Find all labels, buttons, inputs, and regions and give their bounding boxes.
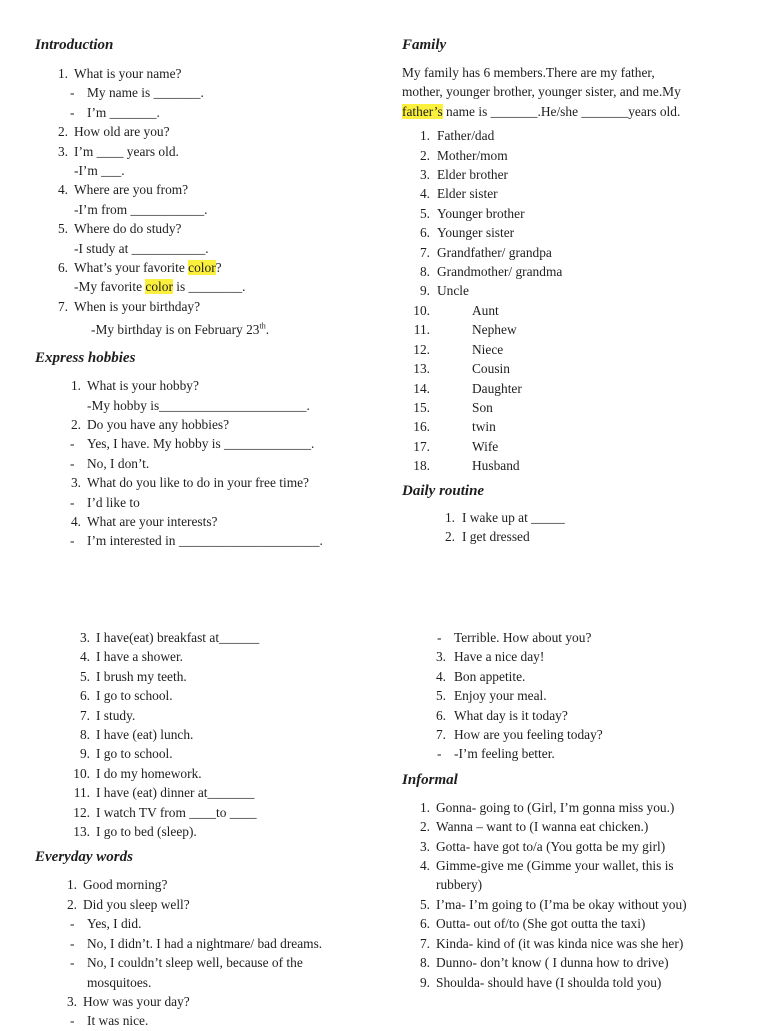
bullet-dash: - <box>437 630 442 645</box>
list-item <box>402 243 742 262</box>
item-number: 6. <box>435 707 446 723</box>
list-item: 7. When is your birthday? <box>35 297 375 316</box>
list-item <box>402 875 762 894</box>
item-text: I do my homework. <box>96 765 202 781</box>
list-item <box>35 396 375 415</box>
item-number: 9. <box>419 283 430 299</box>
list-item <box>402 706 762 725</box>
list-item <box>35 64 375 83</box>
item-number: 3. <box>57 143 68 159</box>
list-item <box>402 301 742 320</box>
family-paragraph: My family has 6 members.There are my father, mother, younger brother, younger sister, and me.My father’s name is _______.He/she _______years old. <box>402 65 681 119</box>
list-item <box>35 415 375 434</box>
item-text: Enjoy your meal. <box>454 688 547 704</box>
item-text: Husband <box>472 458 520 474</box>
item-number: 3. <box>79 630 90 645</box>
item-text: I go to school. <box>96 746 173 762</box>
list-item <box>402 647 762 666</box>
list-item <box>402 725 762 744</box>
section-heading-daily-routine: Daily routine <box>402 482 485 499</box>
item-number: 4. <box>419 186 430 202</box>
item-number: 3. <box>419 167 430 183</box>
list-item <box>35 783 375 802</box>
item-text: Wife <box>472 438 499 454</box>
item-text: I’d like to <box>87 494 140 510</box>
list-item <box>35 895 375 914</box>
item-number: 4. <box>57 182 68 198</box>
item-text: What are your interests? <box>87 514 218 529</box>
list-item <box>35 219 375 238</box>
list-item <box>35 875 375 894</box>
item-text: I study. <box>96 707 136 723</box>
item-text: Gonna- going to (Girl, I’m gonna miss you.) <box>436 799 675 815</box>
bullet-dash: - <box>70 533 75 549</box>
list-item <box>35 531 375 550</box>
item-number: 2. <box>66 896 77 912</box>
item-text: Father/dad <box>437 128 495 144</box>
list-item <box>402 667 762 686</box>
item-text: Uncle <box>437 283 469 299</box>
item-number: 2. <box>419 819 430 835</box>
bullet-dash: - <box>70 494 75 510</box>
item-number: 3. <box>435 649 446 665</box>
daily-routine-continued-section <box>35 628 375 1031</box>
bullet-dash: - <box>70 955 75 971</box>
item-text: I have (eat) dinner at_______ <box>96 785 255 801</box>
list-item <box>35 686 375 705</box>
item-text: twin <box>472 419 496 435</box>
item-text: My name is _______. <box>87 85 204 101</box>
item-number: 6. <box>419 225 430 241</box>
item-number: 7. <box>419 244 430 260</box>
item-text: No, I don’t. <box>87 455 150 471</box>
item-number: 7. <box>419 935 430 951</box>
item-number: 6. <box>57 260 68 276</box>
item-text: Daughter <box>472 380 522 396</box>
item-number: 4. <box>79 649 90 665</box>
item-text: -I study at ___________. <box>74 240 209 256</box>
list-item <box>402 146 742 165</box>
family-members-list <box>402 126 742 475</box>
item-text: mosquitoes. <box>87 974 152 990</box>
list-item <box>402 437 742 456</box>
list-item <box>35 83 375 102</box>
item-text: Grandfather/ grandpa <box>437 244 552 260</box>
list-item <box>35 1011 375 1030</box>
bullet-dash: - <box>70 436 75 452</box>
item-text: I’ma- I’m going to (I’ma be okay without you) <box>436 896 687 912</box>
item-text: How are you feeling today? <box>454 727 603 743</box>
item-text: No, I didn’t. I had a nightmare/ bad dreams. <box>87 935 323 951</box>
hobbies-list <box>35 376 375 551</box>
list-item <box>402 340 742 359</box>
list-item <box>402 744 762 763</box>
list-item: -My birthday is on February 23th. <box>91 321 270 337</box>
item-text: Wanna – want to (I wanna eat chicken.) <box>436 819 649 835</box>
item-number: 9. <box>79 746 90 762</box>
list-item <box>35 376 375 395</box>
list-item <box>35 161 375 180</box>
list-item <box>402 953 762 972</box>
item-text: Mother/mom <box>437 147 508 163</box>
bullet-dash: - <box>70 935 75 951</box>
item-text: Bon appetite. <box>454 668 526 684</box>
item-number: 4. <box>435 668 446 684</box>
list-item <box>402 508 742 527</box>
list-item <box>402 527 742 546</box>
item-text: I have a shower. <box>96 649 184 665</box>
item-text: Do you have any hobbies? <box>87 416 230 432</box>
item-number: 5. <box>419 205 430 221</box>
item-text: What is your hobby? <box>87 378 199 394</box>
item-text: -I’m from ___________. <box>74 201 208 217</box>
list-item <box>35 934 375 953</box>
item-number: 2. <box>70 416 81 432</box>
section-heading-express-hobbies: Express hobbies <box>35 350 136 367</box>
item-text: Elder brother <box>437 167 509 183</box>
item-number: 1. <box>419 799 430 815</box>
item-number: 10. <box>413 302 430 318</box>
section-heading-family: Family <box>402 37 447 53</box>
item-number: 8. <box>419 955 430 971</box>
list-item <box>35 764 375 783</box>
list-item <box>35 744 375 763</box>
list-item <box>402 379 742 398</box>
item-number: 7. <box>57 298 68 314</box>
item-number: 13. <box>73 824 90 840</box>
list-item <box>402 914 762 933</box>
list-item <box>35 725 375 744</box>
list-item <box>402 417 742 436</box>
list-item <box>35 628 375 647</box>
daily-routine-continued-list <box>35 628 375 841</box>
list-item <box>35 667 375 686</box>
item-number: 4. <box>419 858 430 874</box>
item-number: 1. <box>66 877 77 893</box>
item-text: I go to school. <box>96 688 173 704</box>
item-number: 1. <box>70 378 81 394</box>
item-text: Shoulda- should have (I shoulda told you) <box>436 974 662 990</box>
item-text: I’m ____ years old. <box>74 143 179 159</box>
item-number: 9. <box>419 974 430 990</box>
list-item <box>402 262 742 281</box>
list-item <box>35 953 375 972</box>
item-text: Kinda- kind of (it was kinda nice was she her) <box>436 935 684 951</box>
list-item <box>35 454 375 473</box>
bullet-dash: - <box>70 455 75 471</box>
list-item <box>35 706 375 725</box>
list-item <box>35 180 375 199</box>
item-text: I’m _______. <box>87 104 160 120</box>
item-text: What is your name? <box>74 66 182 81</box>
item-text: Did you sleep well? <box>83 896 190 912</box>
item-number: 14. <box>413 380 430 396</box>
item-text: Where are you from? <box>74 182 189 198</box>
daily-routine-list <box>402 508 742 547</box>
item-text: I wake up at _____ <box>462 509 565 525</box>
list-item <box>402 223 742 242</box>
section-heading-informal: Informal <box>402 771 458 788</box>
list-item <box>35 647 375 666</box>
item-text: -I’m feeling better. <box>454 746 555 762</box>
item-number: 1. <box>57 66 68 81</box>
bullet-dash: - <box>437 746 442 762</box>
item-text: Terrible. How about you? <box>454 630 592 645</box>
list-item <box>35 512 375 531</box>
item-number: 8. <box>419 264 430 280</box>
item-text: How was your day? <box>83 993 190 1009</box>
list-item <box>402 856 762 875</box>
bullet-dash: - <box>70 104 75 120</box>
item-text: Grandmother/ grandma <box>437 264 563 280</box>
item-number: 6. <box>79 688 90 704</box>
item-number: 2. <box>57 124 68 140</box>
list-item <box>402 456 742 475</box>
item-number: 12. <box>413 341 430 357</box>
list-item <box>402 398 742 417</box>
item-text: Niece <box>472 341 504 357</box>
item-text: I go to bed (sleep). <box>96 824 197 840</box>
list-item <box>402 204 742 223</box>
item-text: Gimme-give me (Gimme your wallet, this is <box>436 858 674 874</box>
item-number: 2. <box>419 147 430 163</box>
item-text: Yes, I did. <box>87 916 142 932</box>
list-item <box>35 473 375 492</box>
item-text: What do you like to do in your free time? <box>87 475 309 491</box>
introduction-list <box>35 64 375 258</box>
item-text: It was nice. <box>87 1013 149 1029</box>
item-text: I brush my teeth. <box>96 668 187 684</box>
item-text: No, I couldn’t sleep well, because of the <box>87 955 303 971</box>
list-item <box>402 973 762 992</box>
list-item <box>402 837 762 856</box>
item-number: 7. <box>435 727 446 743</box>
item-number: 15. <box>413 399 430 415</box>
item-text: What day is it today? <box>454 707 568 723</box>
item-text: Outta- out of/to (She got outta the taxi) <box>436 916 646 932</box>
list-item <box>35 239 375 258</box>
list-item <box>35 973 375 992</box>
greetings-list <box>402 628 762 764</box>
list-item <box>402 281 742 300</box>
item-text: Son <box>472 399 493 415</box>
item-text: Younger sister <box>437 225 515 241</box>
list-item <box>402 359 742 378</box>
item-number: 12. <box>73 804 90 820</box>
list-item <box>35 914 375 933</box>
list-item: 6. What’s your favorite color? <box>35 258 375 277</box>
list-item <box>402 126 742 145</box>
item-number: 13. <box>413 361 430 377</box>
item-number: 3. <box>66 993 77 1009</box>
item-number: 3. <box>419 838 430 854</box>
list-item <box>402 686 762 705</box>
item-number: 11. <box>413 322 430 338</box>
list-item <box>35 803 375 822</box>
family-section <box>402 36 742 546</box>
item-number: 5. <box>419 896 430 912</box>
item-number: 6. <box>419 916 430 932</box>
list-item <box>402 798 762 817</box>
item-number: 10. <box>73 765 90 781</box>
list-item <box>35 200 375 219</box>
item-number: 4. <box>70 514 81 529</box>
item-number: 18. <box>413 458 430 474</box>
bullet-dash: - <box>70 85 75 101</box>
list-item <box>35 103 375 122</box>
item-number: 1. <box>419 128 430 144</box>
list-item <box>402 184 742 203</box>
item-text: Where do do study? <box>74 221 182 237</box>
list-item <box>402 934 762 953</box>
item-number: 1. <box>444 509 455 525</box>
item-text: Aunt <box>472 302 499 318</box>
item-text: Nephew <box>472 322 517 338</box>
section-heading-everyday-words: Everyday words <box>35 849 133 866</box>
list-item <box>402 320 742 339</box>
item-text: Gotta- have got to/a (You gotta be my girl) <box>436 838 666 854</box>
list-item <box>402 817 762 836</box>
item-text: I have(eat) breakfast at______ <box>96 630 260 645</box>
list-item <box>35 122 375 141</box>
greetings-section <box>402 628 762 992</box>
item-text: I have (eat) lunch. <box>96 727 194 743</box>
introduction-section <box>35 36 375 551</box>
item-text: Yes, I have. My hobby is _____________. <box>87 436 315 452</box>
bullet-dash: - <box>70 1013 75 1029</box>
item-text: Cousin <box>472 361 510 377</box>
item-text: I get dressed <box>462 528 530 544</box>
list-item <box>402 628 762 647</box>
item-number: 5. <box>57 221 68 237</box>
item-number: 5. <box>435 688 446 704</box>
list-item <box>35 822 375 841</box>
item-text: Younger brother <box>437 205 525 221</box>
item-number: 5. <box>79 668 90 684</box>
item-number: 7. <box>79 707 90 723</box>
item-number: 11. <box>73 785 90 801</box>
informal-list <box>402 798 762 992</box>
item-text: -I’m ___. <box>74 163 125 179</box>
list-item <box>35 992 375 1011</box>
item-text: rubbery) <box>436 877 483 893</box>
everyday-words-list <box>35 875 375 1030</box>
item-text: I’m interested in _____________________. <box>87 533 323 549</box>
list-item <box>35 142 375 161</box>
list-item <box>402 895 762 914</box>
item-number: 2. <box>444 528 455 544</box>
list-item <box>35 493 375 512</box>
item-text: I watch TV from ____to ____ <box>96 804 257 820</box>
item-text: Elder sister <box>437 186 498 202</box>
item-number: 3. <box>70 475 81 491</box>
item-number: 8. <box>79 727 90 743</box>
item-number: 17. <box>413 438 430 454</box>
item-number: 16. <box>413 419 430 435</box>
bullet-dash: - <box>70 916 75 932</box>
item-text: Have a nice day! <box>454 649 545 665</box>
item-text: Dunno- don’t know ( I dunna how to drive) <box>436 955 669 971</box>
section-heading-introduction: Introduction <box>35 37 114 53</box>
item-text: -My hobby is______________________. <box>87 397 310 413</box>
item-text: Good morning? <box>83 877 168 893</box>
list-item: -My favorite color is ________. <box>74 279 246 295</box>
list-item <box>35 434 375 453</box>
list-item <box>402 165 742 184</box>
item-text: How old are you? <box>74 124 170 140</box>
